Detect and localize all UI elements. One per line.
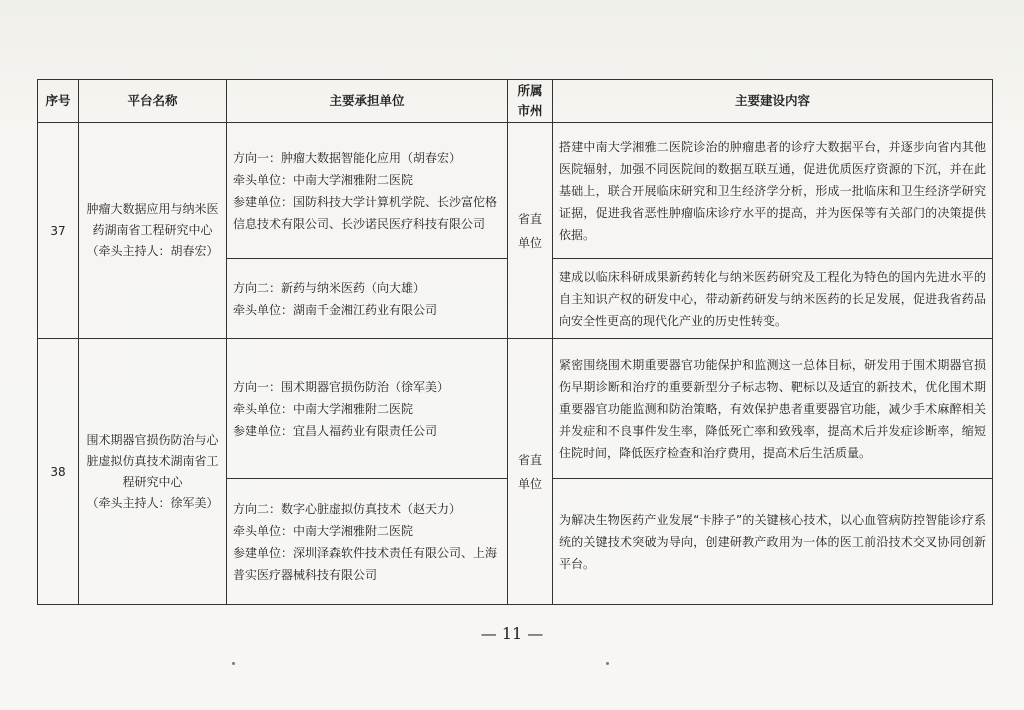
direction-lead-unit: 牵头单位：中南大学湘雅附二医院 xyxy=(233,172,414,187)
content-cell: 搭建中南大学湘雅二医院诊治的肿瘤患者的诊疗大数据平台，并逐步向省内其他医院辐射，加强不同医院间的数据互联互通，促进优质医疗资源的下沉，并在此基础上，联合开展临床研究和卫生经济学分析，形成一批临床和卫生经济学研究证据，促进我省恶性肿瘤临床诊疗水平的提高，并为医保等有关部门的决策提供依据。 xyxy=(553,123,993,259)
direction-participants: 参建单位：宜昌人福药业有限责任公司 xyxy=(233,423,438,438)
direction-title: 方向一：肿瘤大数据智能化应用（胡春宏） xyxy=(233,150,462,165)
city-cell: 省直单位 xyxy=(508,123,553,339)
row-index: 38 xyxy=(38,339,79,605)
platform-lead: （牵头主持人：徐军美） xyxy=(86,495,219,510)
direction-lead-unit: 牵头单位：中南大学湘雅附二医院 xyxy=(233,401,414,416)
content-cell: 为解决生物医药产业发展“卡脖子”的关键核心技术，以心血管病防控智能诊疗系统的关键技术突破为导向，创建研教产政用为一体的医工前沿技术交叉协同创新平台。 xyxy=(553,479,993,605)
direction-lead-unit: 牵头单位：中南大学湘雅附二医院 xyxy=(233,523,414,538)
scan-speck xyxy=(606,662,609,665)
page-number: — 11 — xyxy=(480,624,544,643)
platform-name-cell xyxy=(79,123,227,339)
header-city: 所属市州 xyxy=(508,80,553,123)
direction-title: 方向二：数字心脏虚拟仿真技术（赵天力） xyxy=(233,501,462,516)
platform-name: 肿瘤大数据应用与纳米医药湖南省工程研究中心 xyxy=(86,202,219,237)
header-organization: 主要承担单位 xyxy=(227,80,508,123)
content-cell: 建成以临床科研成果新药转化与纳米医药研究及工程化为特色的国内先进水平的自主知识产权的研发中心，带动新药研发与纳米医药的长足发展，促进我省药品向安全性更高的现代化产业的历史性转变。 xyxy=(553,259,993,339)
header-index: 序号 xyxy=(38,80,79,123)
row-index: 37 xyxy=(38,123,79,339)
header-platform: 平台名称 xyxy=(79,80,227,123)
platform-table xyxy=(37,79,993,605)
direction-lead-unit: 牵头单位：湖南千金湘江药业有限公司 xyxy=(233,302,438,317)
direction-title: 方向二：新药与纳米医药（向大雄） xyxy=(233,280,426,295)
table-row xyxy=(38,123,993,259)
platform-name-cell xyxy=(79,339,227,605)
content-cell: 紧密围绕围术期重要器官功能保护和监测这一总体目标，研发用于围术期器官损伤早期诊断和治疗的重要新型分子标志物、靶标以及适宜的新技术，优化围术期重要器官功能监测和防治策略，有效保护患者重要器官功能，减少手术麻醉相关并发症和不良事件发生率，降低死亡率和致残率，提高术后并发症诊断率，缩短住院时间，降低医疗检查和治疗费用，提高术后生活质量。 xyxy=(553,339,993,479)
scan-speck xyxy=(232,662,235,665)
table-header-row xyxy=(38,80,993,123)
direction-title: 方向一：围术期器官损伤防治（徐军美） xyxy=(233,379,450,394)
direction-cell xyxy=(227,339,508,479)
direction-participants: 参建单位：国防科技大学计算机学院、长沙富佗格信息技术有限公司、长沙诺民医疗科技有限公司 xyxy=(233,194,498,231)
direction-cell xyxy=(227,123,508,259)
table-row xyxy=(38,339,993,479)
city-cell: 省直单位 xyxy=(508,339,553,605)
direction-participants: 参建单位：深圳泽森软件技术责任有限公司、上海普实医疗器械科技有限公司 xyxy=(233,545,498,582)
platform-name: 围术期器官损伤防治与心脏虚拟仿真技术湖南省工程研究中心 xyxy=(86,432,219,489)
header-content: 主要建设内容 xyxy=(553,80,993,123)
direction-cell xyxy=(227,259,508,339)
direction-cell xyxy=(227,479,508,605)
platform-lead: （牵头主持人：胡春宏） xyxy=(86,244,219,258)
